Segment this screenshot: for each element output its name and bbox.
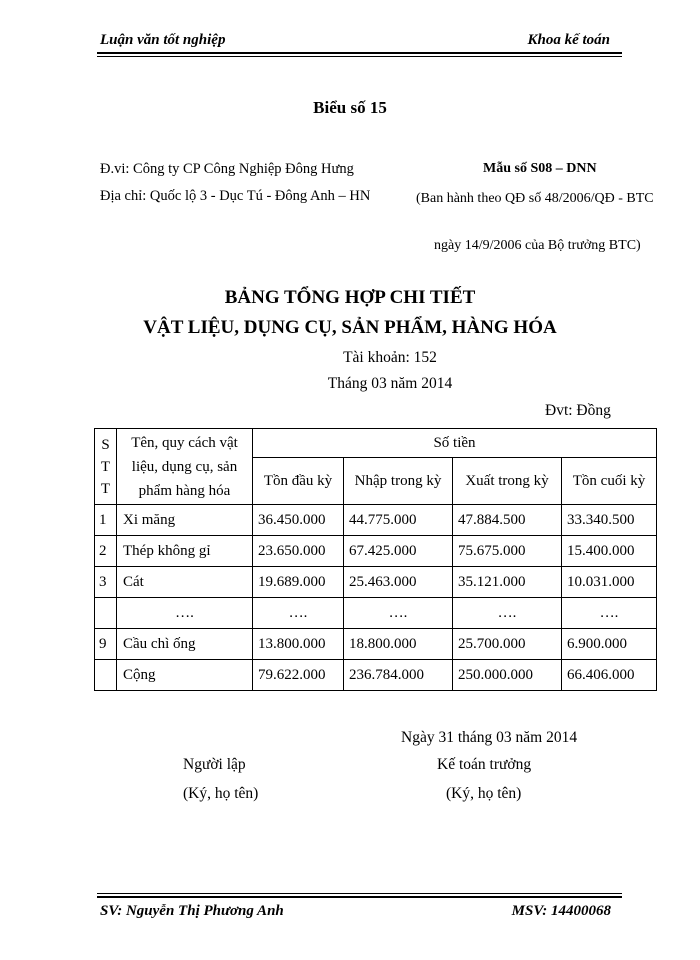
header-thesis-label: Luận văn tốt nghiệp xyxy=(100,32,226,48)
cell-received: 18.800.000 xyxy=(344,629,453,660)
cell-stt xyxy=(95,598,117,629)
cell-opening: 36.450.000 xyxy=(253,505,344,536)
preparer-label: Người lập xyxy=(183,756,246,773)
page-footer xyxy=(97,901,622,923)
cell-received: 236.784.000 xyxy=(344,660,453,691)
cell-issued: 250.000.000 xyxy=(453,660,562,691)
cell-issued: 35.121.000 xyxy=(453,567,562,598)
cell-name: Cộng xyxy=(117,660,253,691)
chief-sign-note: (Ký, họ tên) xyxy=(446,785,522,802)
table-row xyxy=(95,505,657,536)
header-stt-t1: T xyxy=(100,458,111,475)
cell-issued: 25.700.000 xyxy=(453,629,562,660)
form-number: Biểu số 15 xyxy=(313,98,387,117)
footer-student-name: SV: Nguyễn Thị Phương Anh xyxy=(100,903,284,919)
form-issued-by: (Ban hành theo QĐ số 48/2006/QĐ - BTC xyxy=(416,191,654,206)
cell-closing: 6.900.000 xyxy=(562,629,657,660)
table-row-ellipsis xyxy=(95,598,657,629)
header-amount-group: Số tiền xyxy=(253,429,657,458)
account-label: Tài khoản: 152 xyxy=(343,349,437,366)
cell-name: Thép không gỉ xyxy=(117,536,253,567)
cell-received: …. xyxy=(344,598,453,629)
header-department-label: Khoa kế toán xyxy=(527,32,610,48)
summary-table xyxy=(94,428,657,691)
cell-closing: …. xyxy=(562,598,657,629)
table-row xyxy=(95,567,657,598)
cell-stt: 1 xyxy=(95,505,117,536)
page-subtitle: VẬT LIỆU, DỤNG CỤ, SẢN PHẨM, HÀNG HÓA xyxy=(143,317,557,338)
table-total-row xyxy=(95,660,657,691)
cell-issued: 75.675.000 xyxy=(453,536,562,567)
cell-closing: 33.340.500 xyxy=(562,505,657,536)
page-title: BẢNG TỔNG HỢP CHI TIẾT xyxy=(224,287,476,308)
cell-opening: 79.622.000 xyxy=(253,660,344,691)
cell-received: 67.425.000 xyxy=(344,536,453,567)
footer-rule-thin xyxy=(97,893,622,894)
form-issued-date: ngày 14/9/2006 của Bộ trưởng BTC) xyxy=(434,238,641,253)
period-label: Tháng 03 năm 2014 xyxy=(327,375,453,392)
cell-issued: …. xyxy=(453,598,562,629)
table-row xyxy=(95,536,657,567)
cell-closing: 10.031.000 xyxy=(562,567,657,598)
cell-name: Cát xyxy=(117,567,253,598)
cell-opening: 23.650.000 xyxy=(253,536,344,567)
footer-student-id: MSV: 14400068 xyxy=(511,903,611,919)
cell-stt: 9 xyxy=(95,629,117,660)
cell-stt xyxy=(95,660,117,691)
header-stt-t2: T xyxy=(100,480,111,497)
cell-opening: 13.800.000 xyxy=(253,629,344,660)
header-issued: Xuất trong kỳ xyxy=(453,458,562,505)
cell-name: …. xyxy=(117,598,253,629)
cell-name: Xi măng xyxy=(117,505,253,536)
currency-unit: Đvt: Đồng xyxy=(545,402,611,419)
cell-stt: 3 xyxy=(95,567,117,598)
cell-closing: 66.406.000 xyxy=(562,660,657,691)
cell-opening: …. xyxy=(253,598,344,629)
unit-address: Địa chỉ: Quốc lộ 3 - Dục Tú - Đông Anh – HN xyxy=(100,188,371,204)
page-header xyxy=(97,30,622,52)
header-received: Nhập trong kỳ xyxy=(344,458,453,505)
chief-accountant-label: Kế toán trưởng xyxy=(437,756,532,773)
header-opening: Tồn đầu kỳ xyxy=(253,458,344,505)
unit-name: Đ.vi: Công ty CP Công Nghiệp Đông Hưng xyxy=(100,161,354,177)
cell-stt: 2 xyxy=(95,536,117,567)
cell-opening: 19.689.000 xyxy=(253,567,344,598)
header-item-name: Tên, quy cách vật liệu, dụng cụ, sản phẩm hàng hóa xyxy=(117,429,253,505)
preparer-sign-note: (Ký, họ tên) xyxy=(183,785,259,802)
header-stt xyxy=(95,429,117,505)
footer-rule-thick xyxy=(97,896,622,898)
header-closing: Tồn cuối kỳ xyxy=(562,458,657,505)
table-row xyxy=(95,629,657,660)
header-rule-thin xyxy=(97,56,622,57)
cell-issued: 47.884.500 xyxy=(453,505,562,536)
header-stt-s: S xyxy=(101,436,110,453)
header-rule-thick xyxy=(97,52,622,54)
cell-name: Cầu chì ống xyxy=(117,629,253,660)
cell-received: 25.463.000 xyxy=(344,567,453,598)
cell-received: 44.775.000 xyxy=(344,505,453,536)
form-code: Mẫu số S08 – DNN xyxy=(483,161,597,176)
cell-closing: 15.400.000 xyxy=(562,536,657,567)
signature-date: Ngày 31 tháng 03 năm 2014 xyxy=(401,729,578,746)
